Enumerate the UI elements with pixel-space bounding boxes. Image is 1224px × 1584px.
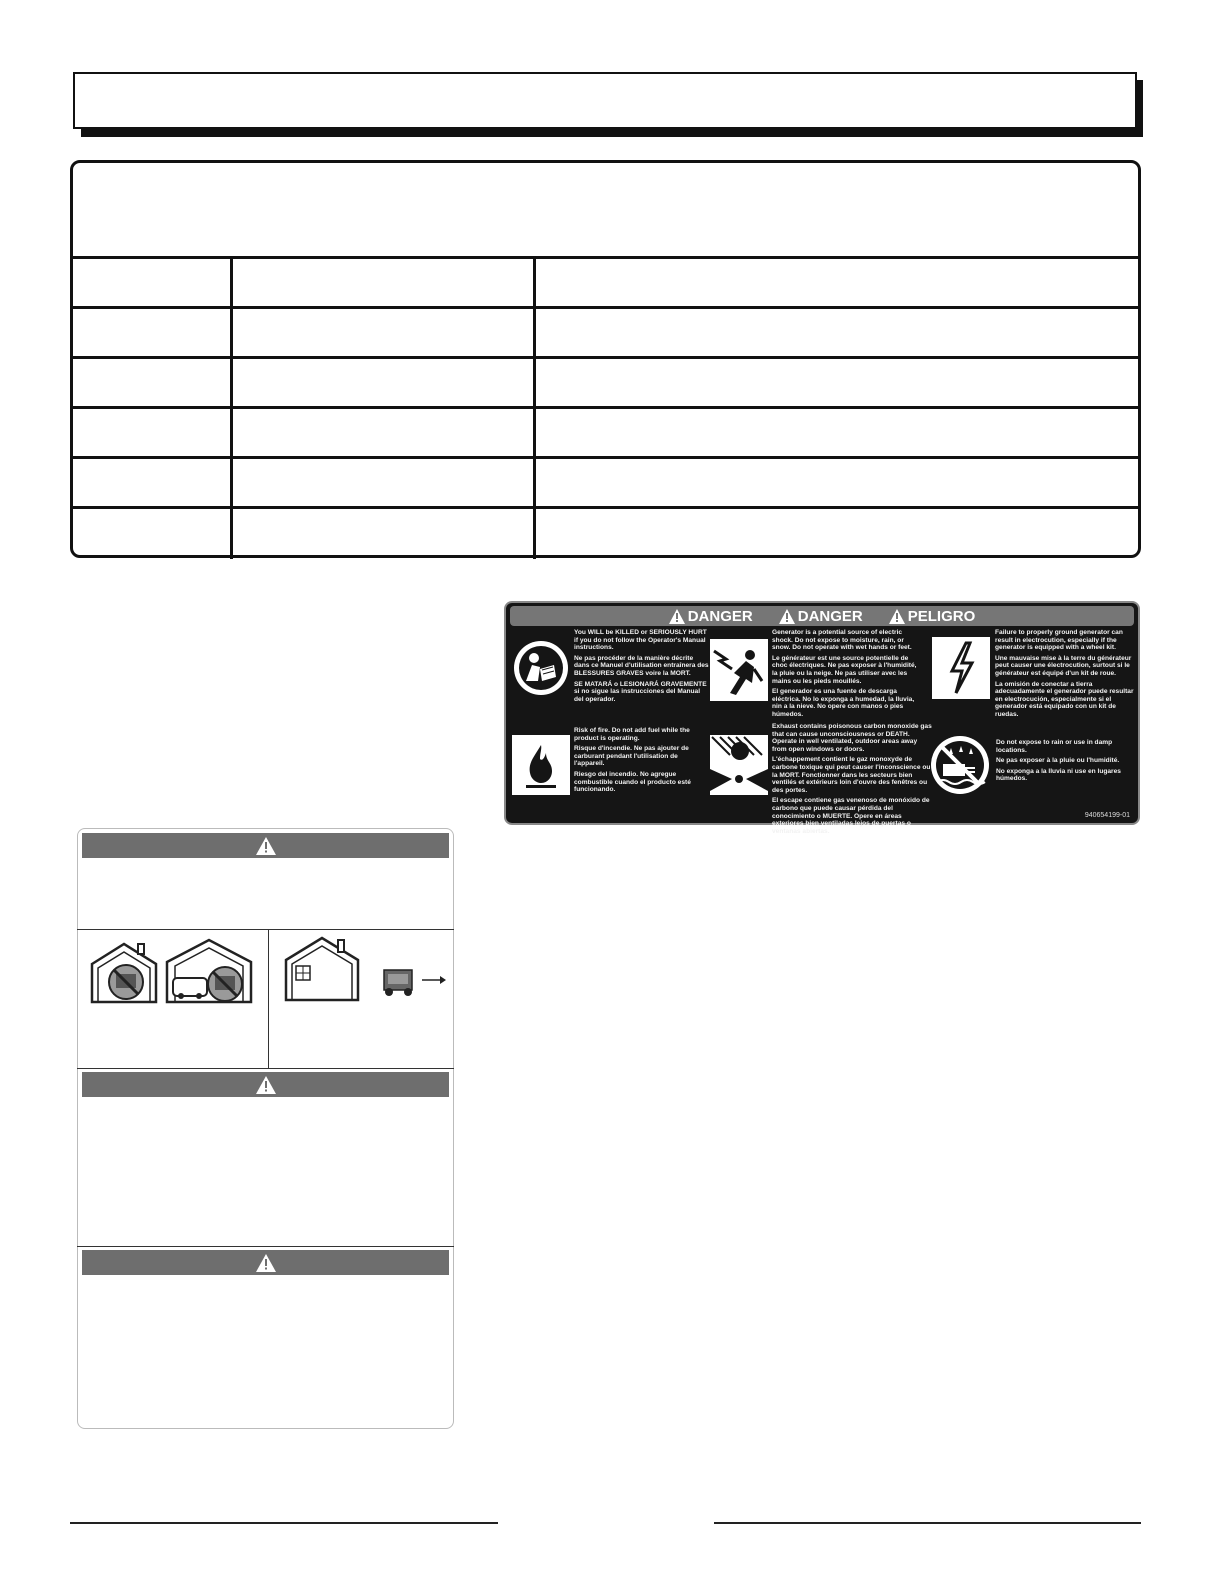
warning-triangle-icon	[256, 1076, 276, 1094]
decal-text-fr: Risque d'incendie. Ne pas ajouter de carburant pendant l'utilisation de l'appareil.	[574, 745, 689, 768]
text-block-rain	[996, 739, 1141, 786]
table-row	[73, 509, 1138, 559]
table-row	[73, 259, 1138, 309]
decal-header-peligro	[889, 608, 976, 625]
table-row	[73, 459, 1138, 509]
table-cell-name	[233, 459, 536, 506]
divider	[77, 929, 454, 930]
decal-text-en: Generator is a potential source of electric shock. Do not expose to moisture, rain, or snow. Do not operate with wet hands or feet.	[772, 629, 912, 652]
fire-icon	[512, 735, 570, 795]
decal-text-fr: Ne pas procéder de la manière décrite dans ce Manuel d'utilisation entraînera des BLESSURES GRAVES voire la MORT.	[574, 654, 709, 677]
text-block-manual	[574, 629, 709, 706]
table-cell-symbol	[73, 409, 233, 456]
table-row	[73, 309, 1138, 359]
table-cell-meaning	[536, 409, 1138, 456]
no-rain-icon	[929, 734, 991, 796]
table-cell-symbol	[73, 259, 233, 306]
decal-text-en: Do not expose to rain or use in damp locations.	[996, 739, 1113, 754]
decal-text-es: El generador es una fuente de descarga eléctrica. No lo exponga a humedad, la lluvia, nin a la nieve. No opere con manos o pies húmedos.	[772, 688, 915, 718]
warning-panels	[77, 828, 454, 1429]
house-icon	[282, 934, 364, 1004]
danger-decal	[504, 601, 1140, 835]
decal-text-es: Riesgo del incendio. No agregue combustible cuando el producto esté funcionando.	[574, 770, 691, 794]
warning-triangle-icon	[256, 1254, 276, 1272]
table-row	[73, 359, 1138, 409]
decal-text-fr: Ne pas exposer à la pluie ou l'humidité.	[996, 757, 1120, 765]
symbols-table-header	[73, 163, 1138, 259]
no-generator-in-garage-icon	[163, 936, 255, 1006]
symbols-table	[70, 160, 1141, 558]
decal-header-danger-en	[669, 608, 753, 625]
footer-rule-left	[70, 1522, 498, 1524]
decal-text-es: No exponga a la lluvia ni use en lugares húmedos.	[996, 767, 1121, 783]
decal-header	[510, 606, 1134, 626]
warning-triangle-icon	[779, 609, 795, 624]
decal-text-es: El escape contiene gas venenoso de monóxido de carbono que puede causar pérdida del conocimiento o MUERTE. Opere en áreas exteriores bien ventiladas lejos de puertas o ventanas abiertas.	[772, 797, 930, 835]
part-number: 940654199-01	[1084, 812, 1130, 819]
decal-text-fr: L'échappement contient le gaz monoxyde de carbone toxique qui peut causer l'inconscience ou la MORT. Fonctionner dans les secteurs bien ventilés et extérieurs loin d'ouvre des fenêtres ou des portes.	[772, 756, 931, 794]
table-cell-meaning	[536, 309, 1138, 356]
decal-header-label: PELIGRO	[907, 607, 976, 625]
decal-text-en: Risk of fire. Do not add fuel while the product is operating.	[574, 727, 690, 742]
decal-header-label: DANGER	[687, 607, 753, 625]
table-cell-name	[233, 259, 536, 306]
table-cell-meaning	[536, 509, 1138, 559]
decal-text-fr: Une mauvaise mise à la terre du générateur peut causer une électrocution, surtout si le générateur est équipé d'un kit de roue.	[995, 654, 1132, 677]
decal-text-en: Exhaust contains poisonous carbon monoxide gas that can cause unconsciousness or DEATH. Operate in well ventilated, outdoor areas away from open windows or doors.	[772, 723, 932, 753]
text-block-shock	[772, 629, 922, 722]
text-block-ground	[995, 629, 1140, 722]
table-cell-symbol	[73, 309, 233, 356]
warning-triangle-icon	[889, 609, 905, 624]
footer-rule-right	[714, 1522, 1141, 1524]
table-cell-meaning	[536, 359, 1138, 406]
divider-vertical	[268, 930, 269, 1068]
warning-bar-3	[82, 1250, 449, 1275]
warning-bar-2	[82, 1072, 449, 1097]
table-cell-meaning	[536, 259, 1138, 306]
read-manual-icon	[512, 639, 570, 697]
lightning-bolt-icon	[932, 637, 990, 699]
table-cell-name	[233, 509, 536, 559]
table-cell-name	[233, 309, 536, 356]
decal-text-es: La omisión de conectar a tierra adecuadamente el generador puede resultar en electrocución, especialmente si el generador está equipado con un kit de ruedas.	[995, 680, 1134, 718]
divider	[77, 1068, 454, 1069]
table-cell-symbol	[73, 359, 233, 406]
decal-text-es: SE MATARÁ o LESIONARÁ GRAVEMENTE si no sigue las instrucciones del Manual del operador.	[574, 680, 707, 703]
no-generator-in-house-icon	[88, 940, 160, 1006]
decal-text-fr: Le générateur est une source potentielle de choc électriques. Ne pas exposer à l'humidité, la pluie ou la neige. Ne pas utiliser avec les mains ou les pieds mouillés.	[772, 654, 917, 685]
table-row	[73, 409, 1138, 459]
text-block-exhaust	[772, 723, 932, 838]
exhaust-gas-icon	[710, 735, 768, 795]
warning-bar-carbon-monoxide	[82, 833, 449, 858]
table-cell-meaning	[536, 459, 1138, 506]
generator-outdoors-icon	[380, 964, 446, 1000]
table-cell-symbol	[73, 509, 233, 559]
decal-header-label: DANGER	[797, 607, 863, 625]
table-cell-name	[233, 409, 536, 456]
electric-shock-icon	[710, 639, 768, 701]
decal-text-en: Failure to properly ground generator can result in electrocution, especially if the generator is equipped with a wheel kit.	[995, 629, 1123, 652]
table-cell-symbol	[73, 459, 233, 506]
decal-text-en: You WILL be KILLED or SERIOUSLY HURT if you do not follow the Operator's Manual instructions.	[574, 629, 707, 652]
section-title-bar	[73, 72, 1137, 129]
warning-triangle-icon	[669, 609, 685, 624]
decal-header-danger-fr	[779, 608, 863, 625]
warning-triangle-icon	[256, 837, 276, 855]
divider	[77, 1246, 454, 1247]
table-cell-name	[233, 359, 536, 406]
text-block-fire	[574, 727, 709, 797]
